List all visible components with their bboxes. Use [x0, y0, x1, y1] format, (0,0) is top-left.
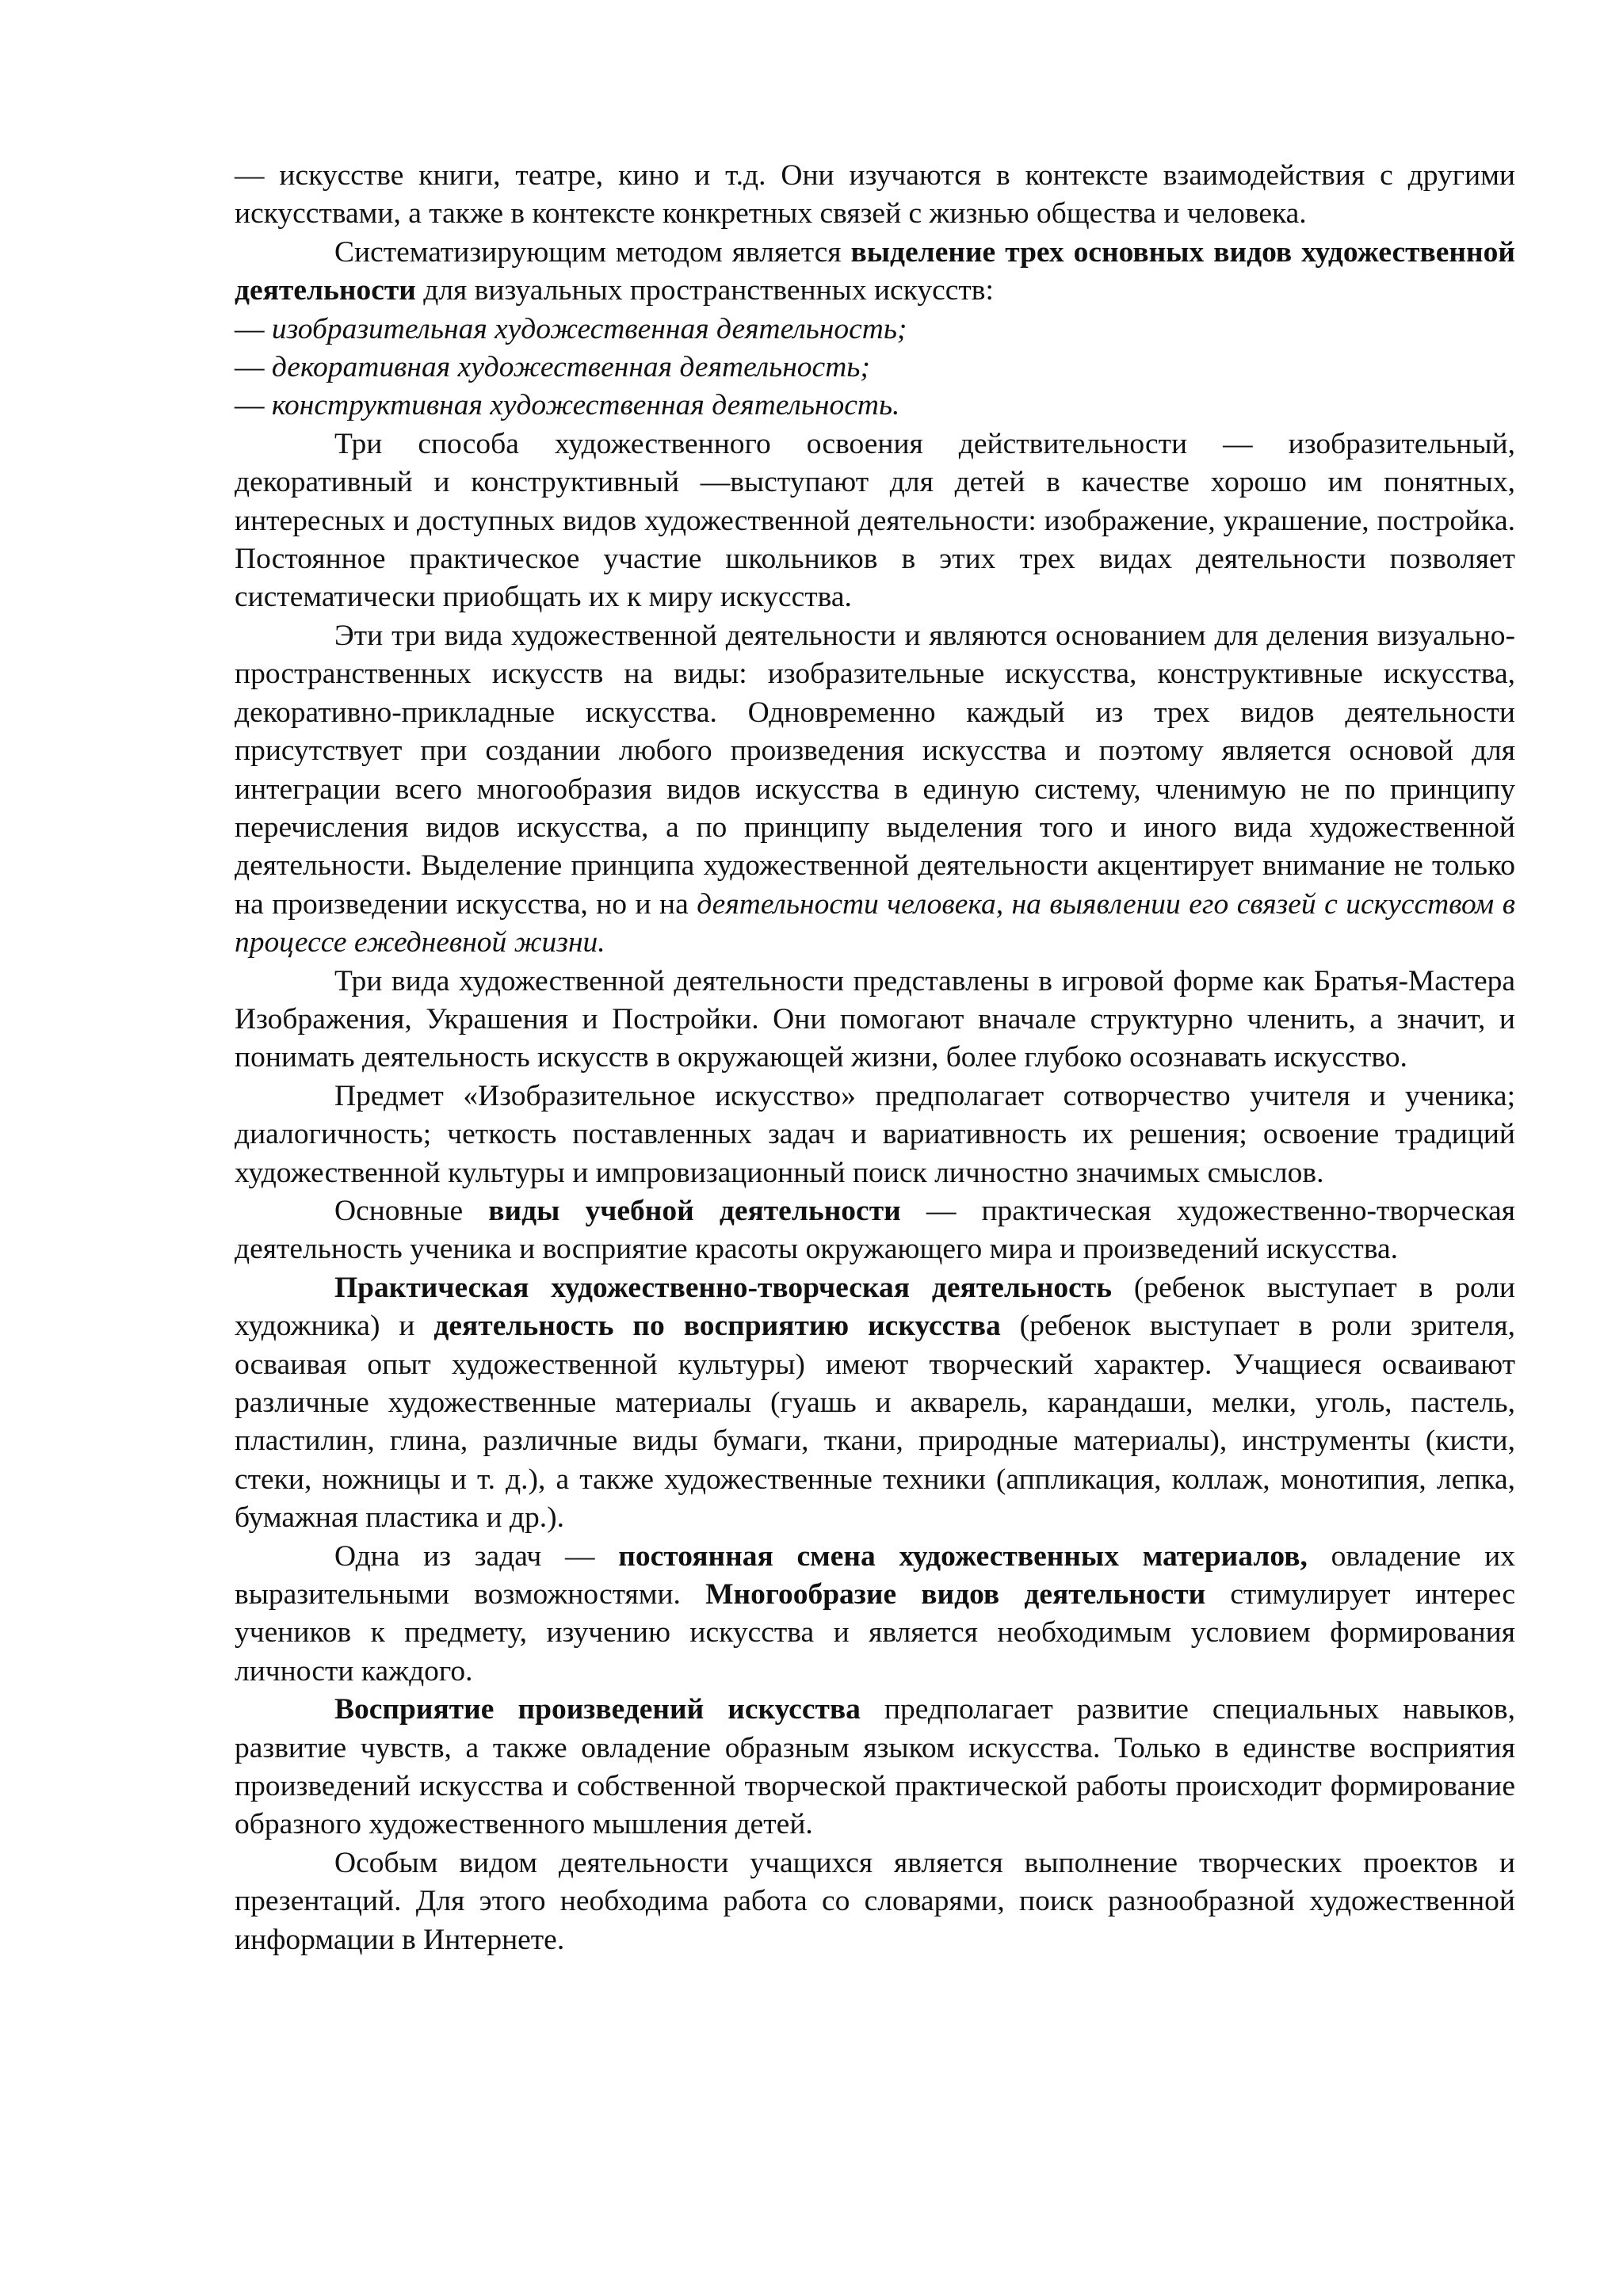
paragraph	[235, 1077, 1515, 1192]
list-item	[235, 311, 1515, 349]
text-run: —	[235, 351, 272, 384]
paragraph	[235, 425, 1515, 617]
text-run: — практическая художественно-творческая деятельность ученика и восприятие красоты окружающего мира и произведений искусства.	[235, 1194, 1515, 1266]
italic-text: декоративная художественная деятельность;	[271, 351, 870, 384]
document-body	[235, 157, 1515, 1959]
paragraph	[235, 617, 1515, 963]
paragraph	[235, 1192, 1515, 1269]
paragraph	[235, 1691, 1515, 1844]
italic-text: изобразительная художественная деятельность;	[271, 312, 907, 345]
list-item	[235, 349, 1515, 387]
text-run: предполагает развитие специальных навыков, развитие чувств, а также овладение образным языком искусства. Только в единстве восприятия произведений искусства и собственной творческой практической работы происходит формирование образного художественного мышления детей.	[235, 1693, 1515, 1841]
text-run: Три способа художественного освоения действительности — изобразительный, декоративный и конструктивный —выступают для детей в качестве хорошо им понятных, интересных и доступных видов художественной деятельности: изображение, украшение, постройка. Постоянное практическое участие школьников в этих трех видах деятельности позволяет систематически приобщать их к миру искусства.	[235, 427, 1515, 614]
text-run: Основные	[334, 1194, 489, 1227]
text-run: стимулирует интерес учеников к предмету, изучению искусства и является необходимым условием формирования личности каждого.	[235, 1578, 1515, 1688]
text-run: овладение их выразительными возможностями.	[235, 1539, 1515, 1611]
bold-text: Практическая художественно-творческая деятельность	[334, 1271, 1112, 1304]
text-run: для визуальных пространственных искусств:	[415, 274, 994, 307]
paragraph	[235, 1269, 1515, 1538]
paragraph	[235, 157, 1515, 234]
bold-text: Восприятие произведений искусства	[334, 1693, 861, 1726]
text-run: — искусстве книги, театре, кино и т.д. Они изучаются в контексте взаимодействия с другими искусствами, а также в контексте конкретных связей с жизнью общества и человека.	[235, 159, 1515, 231]
bold-text: постоянная смена художественных материалов,	[618, 1539, 1308, 1573]
list-item	[235, 387, 1515, 425]
text-run: Одна из задач —	[334, 1539, 619, 1573]
italic-text: деятельности человека, на выявлении его связей с искусством в процессе ежедневной жизни.	[235, 887, 1515, 959]
text-run: —	[235, 389, 272, 422]
text-run: Предмет «Изобразительное искусство» предполагает сотворчество учителя и ученика; диалогичность; четкость поставленных задач и вариативность их решения; освоение традиций художественной культуры и импровизационный поиск личностно значимых смыслов.	[235, 1079, 1515, 1189]
text-run: Особым видом деятельности учащихся является выполнение творческих проектов и презентаций. Для этого необходима работа со словарями, поиск разнообразной художественной информации в Интернете.	[235, 1846, 1515, 1956]
text-run: Систематизирующим методом является	[334, 235, 851, 269]
paragraph	[235, 1844, 1515, 1959]
text-run: Эти три вида художественной деятельности и являются основанием для деления визуально-пространственных искусств на виды: изобразительные искусства, конструктивные искусства, декоративно-прикладные искусства. Одновременно каждый из трех видов деятельности присутствует при создании любого произведения искусства и поэтому является основой для интеграции всего многообразия видов искусства в единую систему, членимую не по принципу перечисления видов искусства, а по принципу выделения того и иного вида художественной деятельности. Выделение принципа художественной деятельности акцентирует внимание не только на произведении искусства, но и на	[235, 619, 1515, 921]
bold-text: виды учебной деятельности	[488, 1194, 901, 1227]
bold-text: Многообразие видов деятельности	[705, 1578, 1206, 1611]
paragraph	[235, 963, 1515, 1077]
italic-text: конструктивная художественная деятельность.	[271, 389, 900, 422]
text-run: (ребенок выступает в роли художника) и	[235, 1271, 1516, 1343]
bold-text: выделение трех основных видов художественной деятельности	[235, 235, 1515, 307]
bold-text: деятельность по восприятию искусства	[433, 1310, 1001, 1343]
text-run: Три вида художественной деятельности представлены в игровой форме как Братья-Мастера Изображения, Украшения и Постройки. Они помогают вначале структурно членить, а значит, и понимать деятельность искусств в окружающей жизни, более глубоко осознавать искусство.	[235, 964, 1515, 1074]
paragraph	[235, 234, 1515, 311]
paragraph	[235, 1538, 1515, 1691]
text-run: —	[235, 312, 272, 345]
text-run: (ребенок выступает в роли зрителя, осваивая опыт художественной культуры) имеют творческий характер. Учащиеся осваивают различные художественные материалы (гуашь и акварель, карандаши, мелки, уголь, пастель, пластилин, глина, различные виды бумаги, ткани, природные материалы), инструменты (кисти, стеки, ножницы и т. д.), а также художественные техники (аппликация, коллаж, монотипия, лепка, бумажная пластика и др.).	[235, 1310, 1515, 1535]
